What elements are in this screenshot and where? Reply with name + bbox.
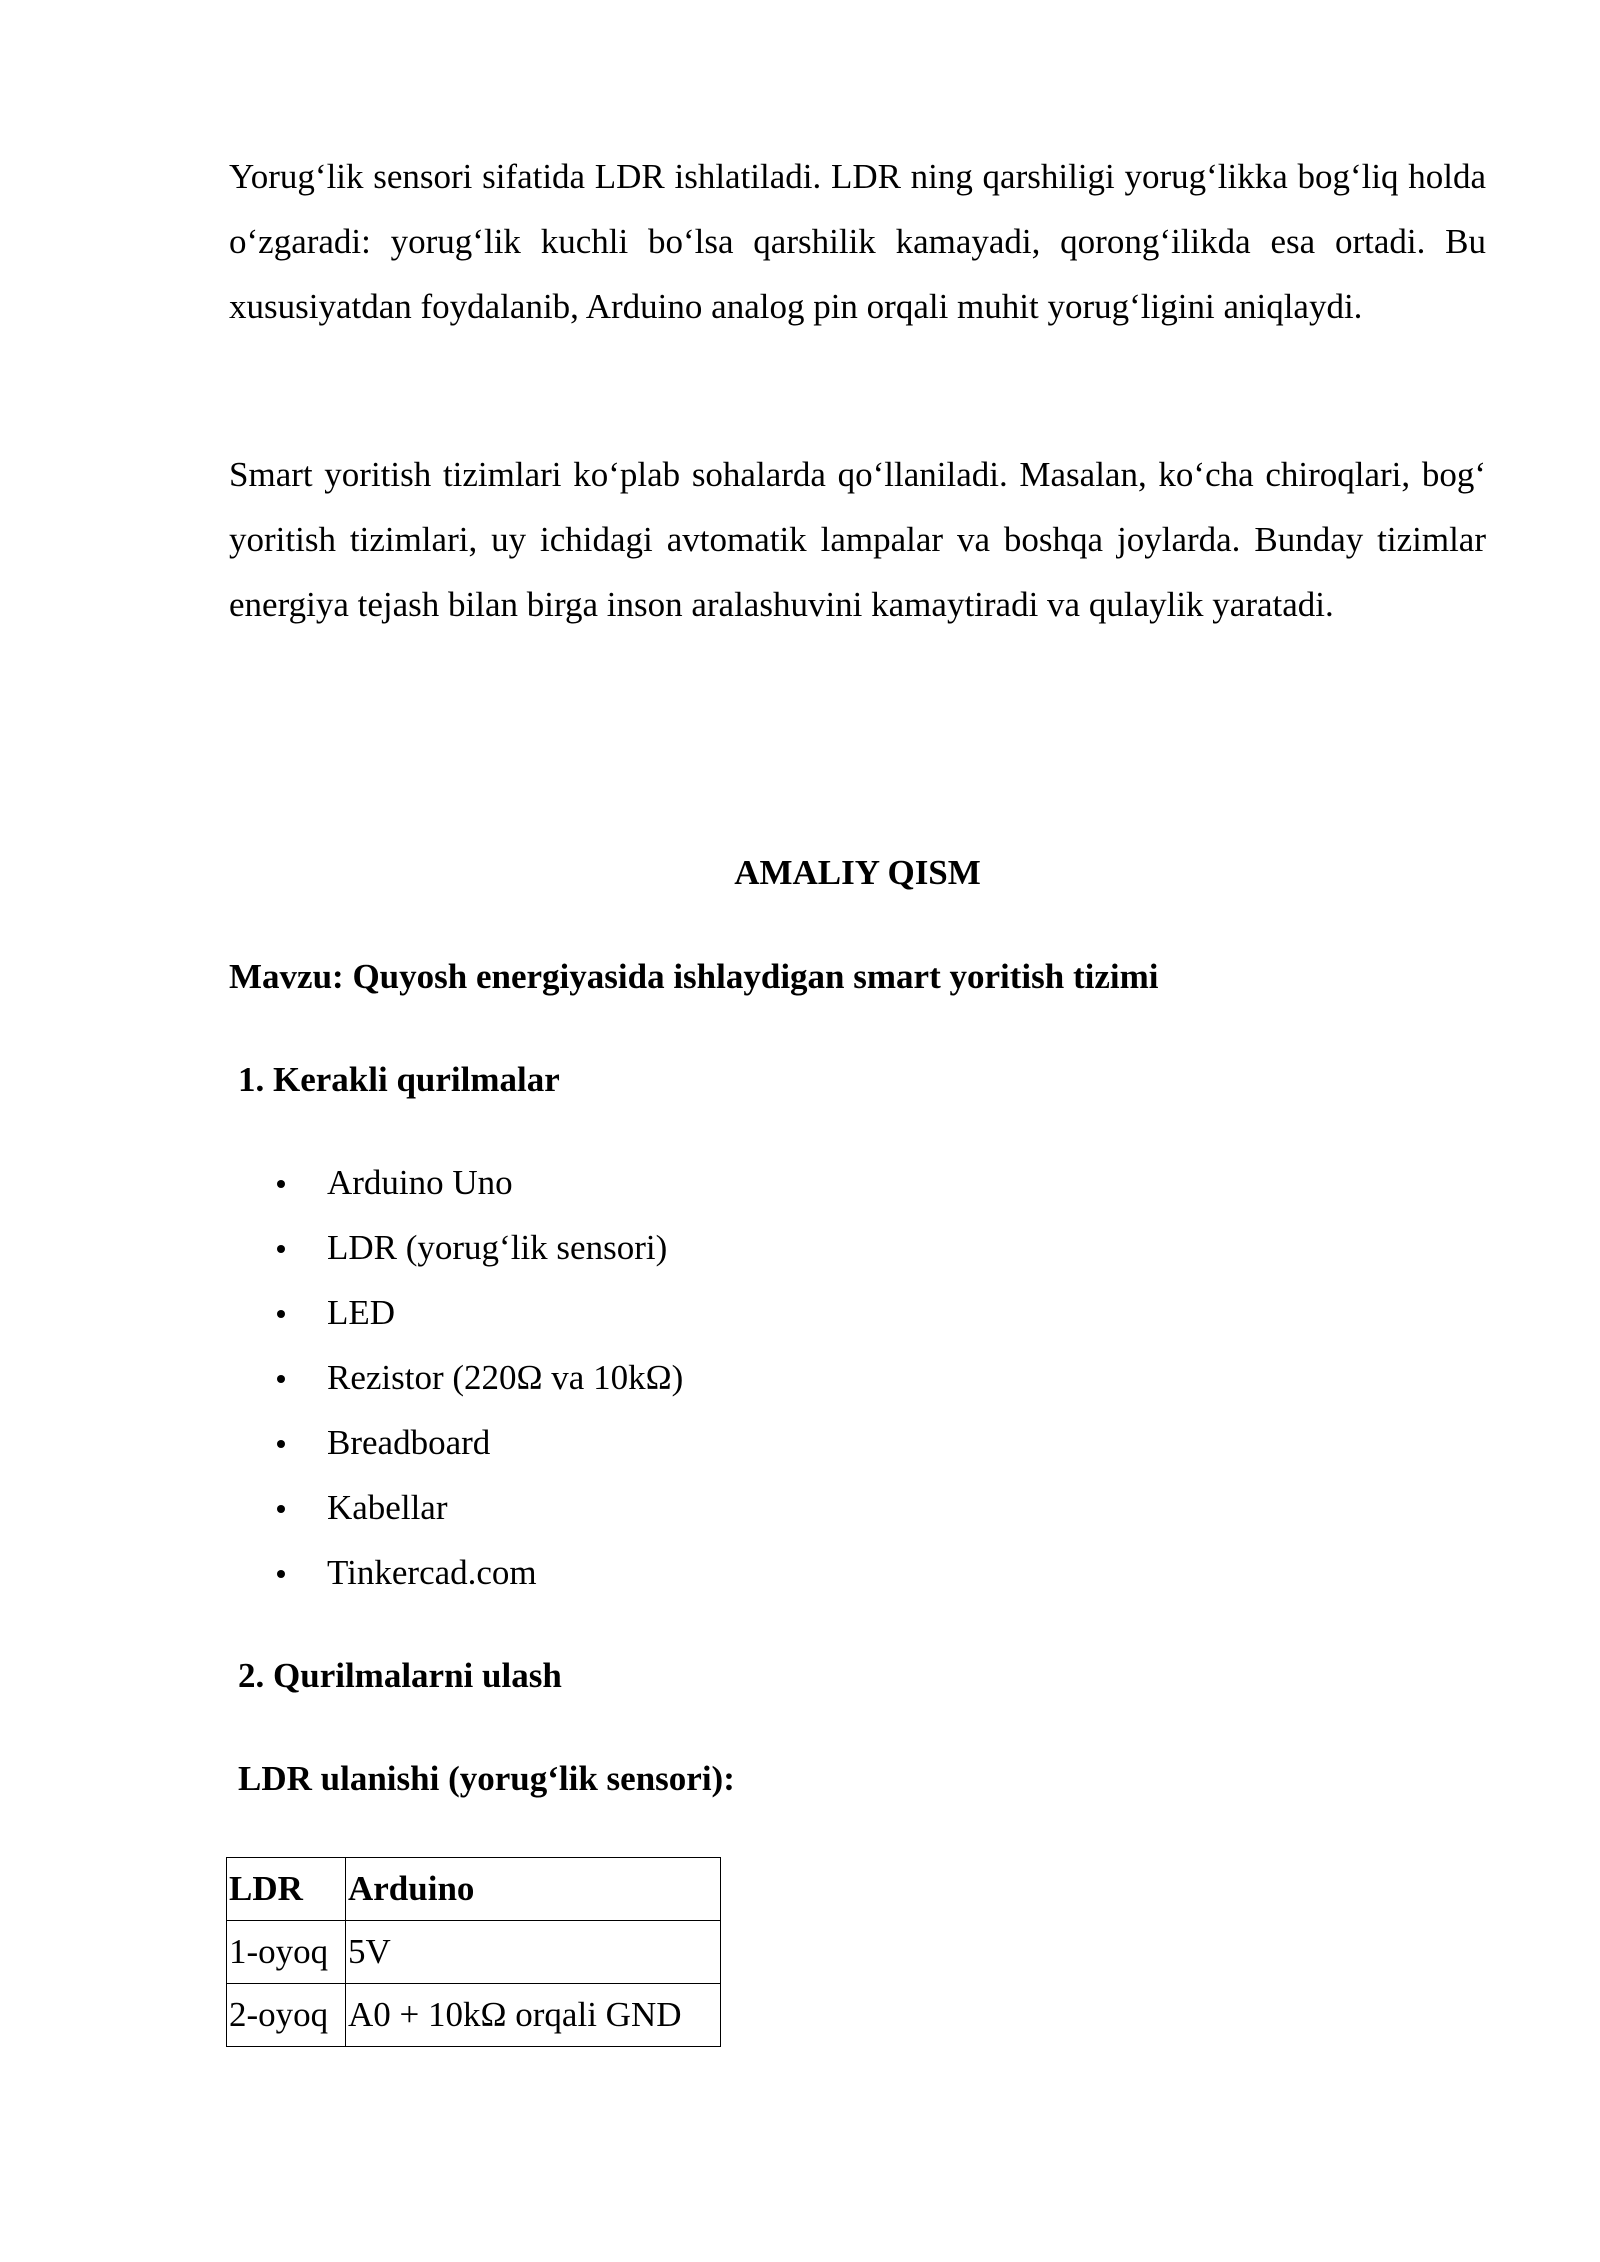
list-item-label: Kabellar xyxy=(327,1488,448,1527)
section2-title: 2. Qurilmalarni ulash xyxy=(238,1656,562,1695)
equipment-list xyxy=(270,1158,683,1613)
list-item-label: Arduino Uno xyxy=(327,1163,513,1202)
table-header-cell: LDR xyxy=(227,1858,346,1921)
section1-title: 1. Kerakli qurilmalar xyxy=(238,1060,560,1099)
bullet-icon xyxy=(277,1310,285,1318)
paragraph-ldr-description: Yorug‘lik sensori sifatida LDR ishlatiladi. LDR ning qarshiligi yorug‘likka bog‘liq holda o‘zgaradi: yorug‘lik kuchli bo‘lsa qarshilik kamayadi, qorong‘ilikda esa ortadi. Bu xususiyatdan foydalanib, Arduino analog pin orqali muhit yorug‘ligini aniqlaydi. xyxy=(229,157,1486,326)
table-cell: 1-oyoq xyxy=(227,1921,346,1984)
list-item-label: Tinkercad.com xyxy=(327,1553,537,1592)
section-heading: AMALIY QISM xyxy=(734,853,981,892)
table-row xyxy=(227,1984,721,2047)
topic-line: Mavzu: Quyosh energiyasida ishlaydigan smart yoritish tizimi xyxy=(229,957,1159,996)
list-item xyxy=(270,1548,683,1613)
bullet-icon xyxy=(277,1440,285,1448)
bullet-icon xyxy=(277,1245,285,1253)
table-header-cell: Arduino xyxy=(346,1858,721,1921)
list-item xyxy=(270,1223,683,1288)
table-header-row xyxy=(227,1858,721,1921)
list-item-label: LED xyxy=(327,1293,396,1332)
list-item xyxy=(270,1288,683,1353)
list-item xyxy=(270,1483,683,1548)
ldr-connection-title: LDR ulanishi (yorug‘lik sensori): xyxy=(238,1759,735,1798)
list-item xyxy=(270,1158,683,1223)
paragraph-smart-lighting: Smart yoritish tizimlari ko‘plab sohalarda qo‘llaniladi. Masalan, ko‘cha chiroqlari, bog‘ yoritish tizimlari, uy ichidagi avtomatik lampalar va boshqa joylarda. Bunday tizimlar energiya tejash bilan birga inson aralashuvini kamaytiradi va qulaylik yaratadi. xyxy=(229,455,1486,624)
list-item xyxy=(270,1418,683,1483)
bullet-icon xyxy=(277,1375,285,1383)
ldr-connection-table xyxy=(226,1857,721,2047)
bullet-icon xyxy=(277,1570,285,1578)
bullet-icon xyxy=(277,1180,285,1188)
list-item-label: LDR (yorug‘lik sensori) xyxy=(327,1228,668,1267)
list-item xyxy=(270,1353,683,1418)
bullet-icon xyxy=(277,1505,285,1513)
table-cell: 2-oyoq xyxy=(227,1984,346,2047)
table-row xyxy=(227,1921,721,1984)
list-item-label: Breadboard xyxy=(327,1423,491,1462)
table-cell: 5V xyxy=(346,1921,721,1984)
list-item-label: Rezistor (220Ω va 10kΩ) xyxy=(327,1358,684,1397)
table-cell: A0 + 10kΩ orqali GND xyxy=(346,1984,721,2047)
